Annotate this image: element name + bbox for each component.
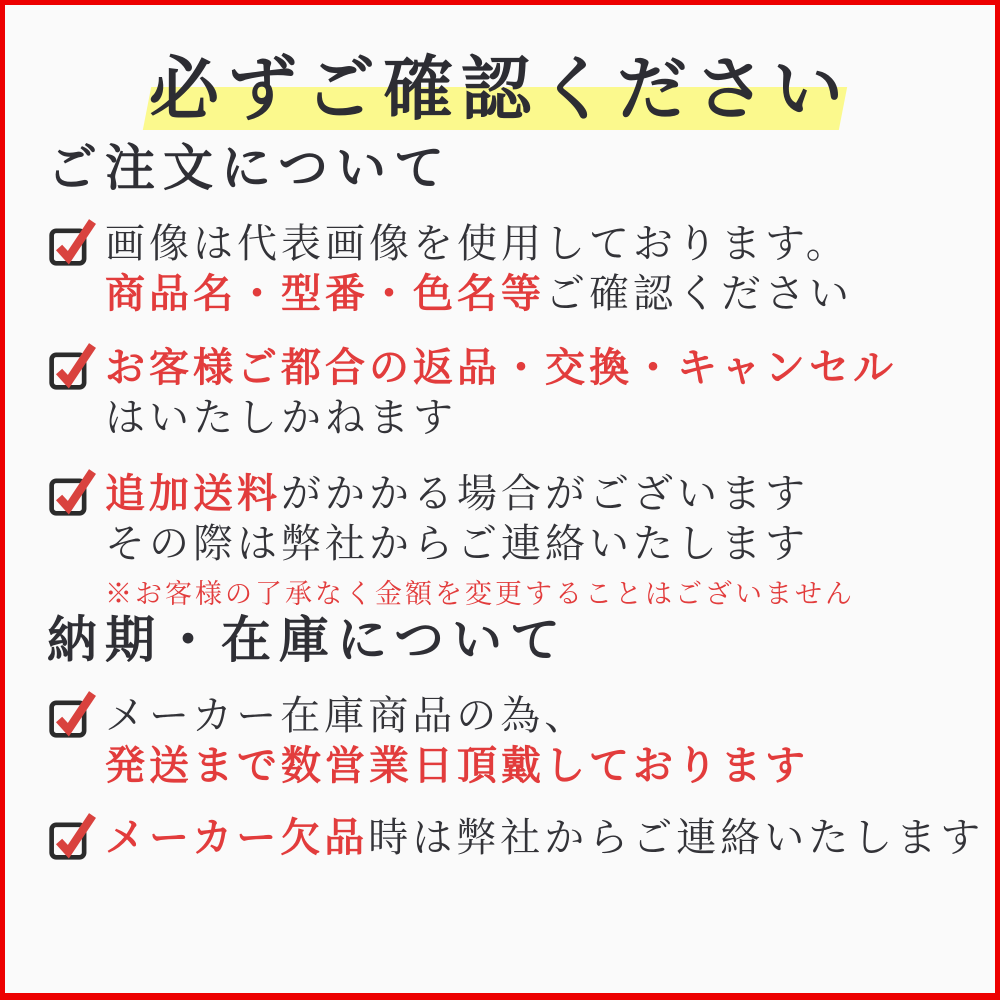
item-text: [105, 813, 984, 863]
section-heading-stock: 納期・在庫について: [47, 612, 568, 668]
checklist-item-extra-shipping: [47, 469, 953, 569]
checklist-item-maker-stock: [47, 691, 953, 791]
item-line: [105, 393, 953, 443]
price-change-note: ※お客様の了承なく金額を変更することはございません: [105, 579, 855, 609]
item-line: [105, 813, 984, 863]
item-text-segment-emphasis: 発送まで数営業日頂戴しております: [105, 743, 809, 788]
checked-checkbox-icon: [47, 687, 99, 739]
page-title-text: 必ずご確認ください: [149, 52, 851, 129]
item-line: [105, 269, 953, 319]
item-text: [105, 691, 953, 791]
checklist-item-maker-shortage: [47, 813, 985, 863]
item-text-segment: ご確認ください: [545, 271, 853, 316]
item-line: [105, 219, 953, 269]
item-text-segment: メーカー在庫商品の為、: [105, 693, 589, 738]
item-text-segment-emphasis: メーカー欠品: [105, 815, 369, 860]
item-text: [105, 343, 953, 443]
item-line: [105, 691, 953, 741]
checklist-item-representative-image: [47, 219, 953, 319]
item-text-segment: 時は弊社からご連絡いたします: [368, 815, 985, 860]
item-text-segment-emphasis: 商品名・型番・色名等: [105, 271, 545, 316]
item-text-segment: その際は弊社からご連絡いたします: [105, 521, 809, 566]
checklist-item-returns: [47, 343, 953, 443]
item-text-segment-emphasis: お客様ご都合の返品・交換・キャンセル: [105, 345, 897, 390]
item-line: [105, 469, 953, 519]
page-title: [47, 49, 953, 139]
item-line: [105, 343, 953, 393]
section-heading-order: ご注文について: [47, 140, 452, 196]
item-text-segment: 画像は代表画像を使用しております。: [105, 221, 850, 266]
checked-checkbox-icon: [47, 339, 99, 391]
item-text: [105, 219, 953, 319]
item-line: [105, 741, 953, 791]
checked-checkbox-icon: [47, 215, 99, 267]
item-text-segment: がかかる場合がございます: [281, 471, 809, 516]
item-text-segment: はいたしかねます: [105, 395, 457, 440]
item-text-segment-emphasis: 追加送料: [105, 471, 281, 516]
item-text: [105, 469, 953, 569]
item-line: [105, 519, 953, 569]
checked-checkbox-icon: [47, 809, 99, 861]
checked-checkbox-icon: [47, 465, 99, 517]
